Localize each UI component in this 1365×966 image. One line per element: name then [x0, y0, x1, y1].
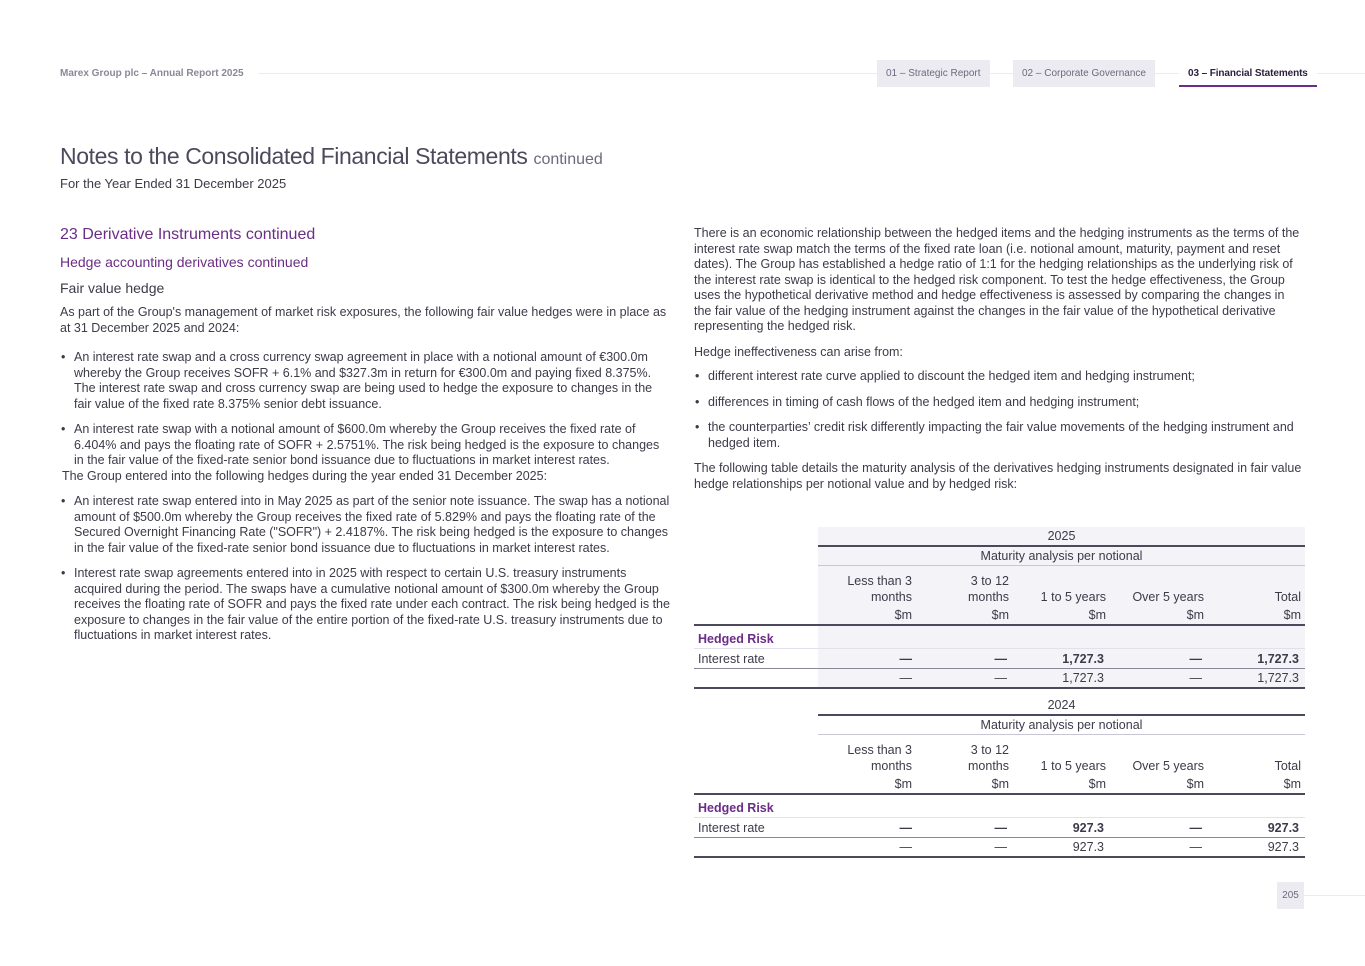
col-header-line2: months [871, 590, 912, 604]
list-item: • differences in timing of cash flows of the hedged item and hedging instrument; [694, 395, 1305, 411]
col-header-unit: $m [1283, 608, 1301, 622]
footer-rule [1304, 895, 1365, 896]
page-subtitle: For the Year Ended 31 December 2025 [60, 176, 287, 191]
col-header-line2: Over 5 years [1132, 590, 1204, 604]
col-header-unit: $m [991, 608, 1009, 622]
cell-interest-rate-total: 927.3 [1267, 821, 1299, 835]
right-column [694, 226, 1305, 502]
tab-strategic-report[interactable]: 01 – Strategic Report [877, 60, 990, 87]
maturity-table-2025 [694, 527, 1305, 689]
col-header-line1: Less than 3 [847, 743, 912, 757]
cell-total-total: 927.3 [1267, 840, 1299, 854]
subsection-heading-suffix: continued [247, 254, 309, 270]
fair-value-heading: Fair value hedge [60, 280, 165, 296]
subtotal-rule [694, 837, 1305, 838]
page-title-text: Notes to the Consolidated Financial Statements [60, 143, 528, 169]
col-header-line2: Total [1274, 590, 1301, 604]
subsection-heading [60, 254, 672, 270]
list-item: • different interest rate curve applied to discount the hedged item and hedging instrument; [694, 369, 1305, 385]
cell-interest-rate-3to12: — [994, 652, 1007, 666]
cell-total-3to12: — [994, 671, 1007, 685]
col-header-unit: $m [1186, 608, 1204, 622]
col-header-line2: months [871, 759, 912, 773]
intro-paragraph: As part of the Group's management of market risk exposures, the following fair value hedges were in place as at 31 December 2025 and 2024: [60, 305, 667, 335]
col-header-line2: months [968, 759, 1009, 773]
col-header-3-to-12 [912, 742, 1009, 792]
year-header: 2024 [818, 696, 1305, 716]
col-header-1-to-5 [1009, 758, 1106, 792]
tab-financial-statements[interactable]: 03 – Financial Statements [1179, 60, 1317, 87]
col-header-unit: $m [1186, 777, 1204, 791]
col-header-total [1204, 589, 1301, 623]
cell-total-lt3: — [899, 671, 912, 685]
tab-corporate-governance[interactable]: 02 – Corporate Governance [1013, 60, 1155, 87]
row-divider [694, 648, 1305, 649]
col-header-total [1204, 758, 1301, 792]
col-header-line1: Less than 3 [847, 574, 912, 588]
page-number: 205 [1277, 882, 1304, 909]
cell-interest-rate-lt3: — [899, 821, 912, 835]
group-header: Maturity analysis per notional [818, 716, 1305, 735]
header-rule [694, 793, 1305, 795]
hedged-risk-heading: Hedged Risk [698, 632, 774, 646]
ineffectiveness-list [694, 369, 1305, 451]
hedge-list-2 [60, 494, 672, 644]
cell-interest-rate-1to5: 927.3 [1072, 821, 1104, 835]
col-header-line2: 1 to 5 years [1040, 590, 1106, 604]
col-header-unit: $m [1283, 777, 1301, 791]
economic-relationship-paragraph: There is an economic relationship between the hedged items and the hedging instruments as the terms of the interest rate swap match the terms of the fixed rate loan (i.e. notional amount, maturity, payment and reset dates). The Group has established a hedge ratio of 1:1 for the hedging relationships as the underlying risk of the interest rate swap is identical to the hedged risk component. To test the hedge effectiveness, the Group uses the hypothetical derivative method and hedge effectiveness is assessed by comparing the changes in the fair value of the hedging instrument against the changes in the fair value of the hypothetical derivative representing the hedged risk. [694, 226, 1300, 333]
page-title [60, 143, 603, 170]
col-header-unit: $m [894, 777, 912, 791]
cell-total-3to12: — [994, 840, 1007, 854]
col-header-over-5 [1106, 758, 1204, 792]
col-header-3-to-12 [912, 573, 1009, 623]
year-header: 2025 [818, 527, 1305, 547]
row-label-interest-rate: Interest rate [698, 821, 765, 835]
col-header-line2: Over 5 years [1132, 759, 1204, 773]
col-header-over-5 [1106, 589, 1204, 623]
col-header-line2: 1 to 5 years [1040, 759, 1106, 773]
col-header-less-than-3 [818, 573, 912, 623]
maturity-table-2024 [694, 696, 1305, 858]
cell-total-total: 1,727.3 [1257, 671, 1299, 685]
cell-total-lt3: — [899, 840, 912, 854]
hedged-risk-heading: Hedged Risk [698, 801, 774, 815]
col-header-line1: 3 to 12 [970, 743, 1009, 757]
cell-interest-rate-over5: — [1189, 652, 1202, 666]
cell-total-over5: — [1189, 671, 1202, 685]
subsection-heading-text: Hedge accounting derivatives [60, 254, 244, 270]
entered-intro: The Group entered into the following hedges during the year ended 31 December 2025: [62, 468, 548, 483]
cell-interest-rate-total: 1,727.3 [1257, 652, 1299, 666]
col-header-line2: months [968, 590, 1009, 604]
list-item: • An interest rate swap entered into in May 2025 as part of the senior note issuance. The swap has a notional amount of $500.0m whereby the Group receives the fixed rate of 5.829% and pays the floating rate of the Secured Overnight Financing Rate ("SOFR") + 2.4187%. The risk being hedged is the exposure to changes in the fair value of the fixed-rate senior bond issuance due to fluctuations in market interest rates. [60, 494, 672, 556]
cell-total-over5: — [1189, 840, 1202, 854]
group-header: Maturity analysis per notional [818, 547, 1305, 566]
list-item: • the counterparties’ credit risk differently impacting the fair value movements of the hedging instrument and hedged item. [694, 420, 1305, 451]
col-header-unit: $m [1088, 608, 1106, 622]
cell-interest-rate-over5: — [1189, 821, 1202, 835]
col-header-unit: $m [894, 608, 912, 622]
col-header-unit: $m [991, 777, 1009, 791]
cell-interest-rate-lt3: — [899, 652, 912, 666]
hedge-list-1 [60, 350, 672, 469]
section-heading-text: 23 Derivative Instruments [60, 226, 242, 243]
list-item: • An interest rate swap with a notional amount of $600.0m whereby the Group receives the fixed rate of 6.404% and pays the floating rate of SOFR + 2.5751%. The risk being hedged is the exposure to changes in the fair value of the fixed-rate senior bond issuance due to fluctuations in market interest rates. [60, 422, 672, 469]
list-item: • Interest rate swap agreements entered into in 2025 with respect to certain U.S. treasury instruments acquired during the period. The swaps have a cumulative notional amount of $300.0m whereby the Group receives the floating rate of SOFR and pays the fixed rate under each contract. The risk being hedged is the exposure to changes in the fair value of the entire portion of the fixed-rate U.S. treasury instruments due to fluctuations in market interest rates. [60, 566, 672, 644]
cell-interest-rate-1to5: 1,727.3 [1062, 652, 1104, 666]
left-column [60, 226, 672, 654]
brand-label: Marex Group plc – Annual Report 2025 [60, 68, 244, 79]
table-bottom-rule [694, 687, 1305, 689]
subtotal-rule [694, 668, 1305, 669]
row-divider [694, 817, 1305, 818]
row-label-interest-rate: Interest rate [698, 652, 765, 666]
col-header-line1: 3 to 12 [970, 574, 1009, 588]
table-bottom-rule [694, 856, 1305, 858]
cell-total-1to5: 1,727.3 [1062, 671, 1104, 685]
cell-interest-rate-3to12: — [994, 821, 1007, 835]
table-intro: The following table details the maturity analysis of the derivatives hedging instruments designated in fair value hedge relationships per notional value and by hedged risk: [694, 461, 1302, 491]
cell-total-1to5: 927.3 [1072, 840, 1104, 854]
col-header-unit: $m [1088, 777, 1106, 791]
list-item: • An interest rate swap and a cross currency swap agreement in place with a notional amount of €300.0m whereby the Group receives SOFR + 6.1% and $327.3m in return for €300.0m and paying fixed 8.375%. The interest rate swap and cross currency swap are being used to hedge the exposure to changes in the fair value of the fixed rate 8.375% senior debt issuance. [60, 350, 672, 412]
page-title-suffix: continued [533, 151, 603, 168]
section-heading [60, 226, 672, 244]
section-heading-suffix: continued [245, 226, 316, 243]
col-header-line2: Total [1274, 759, 1301, 773]
col-header-1-to-5 [1009, 589, 1106, 623]
col-header-less-than-3 [818, 742, 912, 792]
ineffectiveness-intro: Hedge ineffectiveness can arise from: [694, 344, 903, 359]
